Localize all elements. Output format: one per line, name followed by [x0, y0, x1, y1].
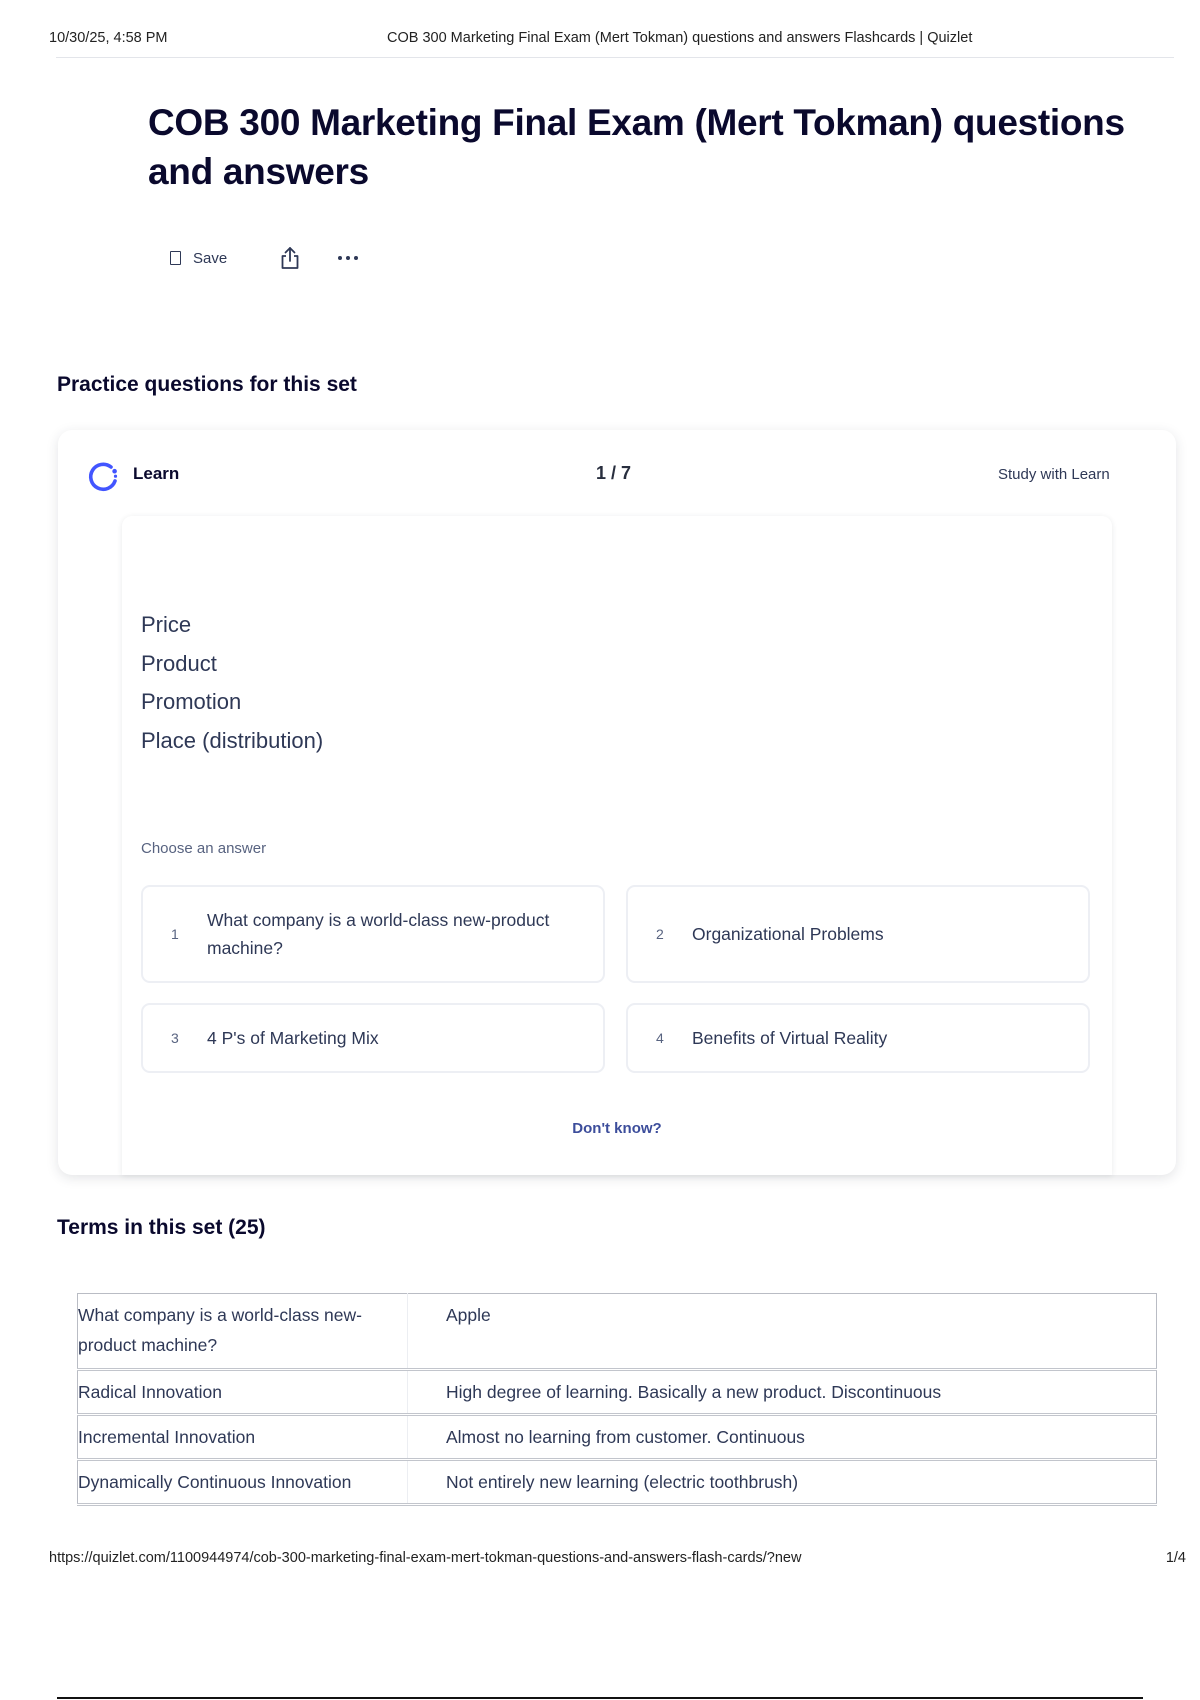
- table-row: [78, 1294, 1157, 1370]
- definition-cell: High degree of learning. Basically a new product. Discontinuous: [408, 1370, 1157, 1415]
- question-progress: 1 / 7: [596, 463, 632, 483]
- term-cell: Incremental Innovation: [78, 1415, 408, 1460]
- definition-cell: Almost no learning from customer. Continuous: [408, 1415, 1157, 1460]
- learn-mode-label: Learn: [133, 464, 180, 483]
- more-icon: [338, 256, 342, 260]
- terms-heading: Terms in this set (25): [57, 1216, 266, 1239]
- definition-line: Product: [141, 650, 217, 676]
- term-cell: Radical Innovation: [78, 1370, 408, 1415]
- question-definition: [141, 606, 323, 760]
- answer-option-2[interactable]: [626, 885, 1090, 983]
- print-doc-title: COB 300 Marketing Final Exam (Mert Tokman) questions and answers Flashcards | Quizlet: [387, 30, 973, 46]
- study-with-learn-link[interactable]: Study with Learn: [998, 466, 1110, 483]
- table-row: [78, 1460, 1157, 1505]
- print-page-number: 1/4: [1165, 1550, 1186, 1566]
- learn-icon: [86, 460, 120, 494]
- page-bottom-rule: [57, 1697, 1143, 1699]
- print-footer: [49, 1550, 1189, 1570]
- more-options-button[interactable]: [330, 244, 366, 272]
- option-number: 3: [171, 1030, 179, 1046]
- option-number: 2: [656, 926, 664, 942]
- page-title: COB 300 Marketing Final Exam (Mert Tokman) questions and answers: [148, 102, 1125, 192]
- practice-heading: Practice questions for this set: [57, 373, 357, 396]
- definition-line: Promotion: [141, 689, 242, 714]
- save-label: Save: [193, 249, 228, 267]
- term-cell: Dynamically Continuous Innovation: [78, 1460, 408, 1505]
- print-url: https://quizlet.com/1100944974/cob-300-marketing-final-exam-mert-tokman-questions-and-answers-flash-cards/?new: [49, 1550, 802, 1566]
- question-card: [122, 516, 1112, 1175]
- bookmark-icon: [170, 251, 181, 265]
- term-cell: What company is a world-class new-product machine?: [78, 1294, 408, 1370]
- save-button[interactable]: [170, 244, 227, 272]
- answer-option-1[interactable]: [141, 885, 605, 983]
- definition-line: Place (distribution): [141, 727, 324, 753]
- option-text: Organizational Problems: [692, 924, 884, 944]
- print-header: [49, 30, 1169, 52]
- answer-option-4[interactable]: [626, 1003, 1090, 1073]
- print-datetime: 10/30/25, 4:58 PM: [49, 30, 168, 46]
- learn-panel: [58, 430, 1176, 1175]
- share-icon: [276, 244, 304, 272]
- option-text: Benefits of Virtual Reality: [692, 1028, 888, 1048]
- share-button[interactable]: [276, 244, 304, 272]
- option-number: 1: [171, 926, 179, 942]
- definition-cell: Not entirely new learning (electric toothbrush): [408, 1460, 1157, 1505]
- header-divider: [56, 57, 1174, 58]
- table-row: [78, 1415, 1157, 1460]
- option-text: What company is a world-class new-product machine?: [207, 910, 550, 958]
- choose-answer-label: Choose an answer: [141, 840, 267, 857]
- table-row: [78, 1370, 1157, 1415]
- terms-table: [77, 1293, 1157, 1506]
- option-number: 4: [656, 1030, 664, 1046]
- definition-cell: Apple: [408, 1294, 1157, 1370]
- answer-option-3[interactable]: [141, 1003, 605, 1073]
- dont-know-button[interactable]: Don't know?: [572, 1120, 662, 1137]
- definition-line: Price: [141, 612, 192, 637]
- option-text: 4 P's of Marketing Mix: [207, 1028, 379, 1048]
